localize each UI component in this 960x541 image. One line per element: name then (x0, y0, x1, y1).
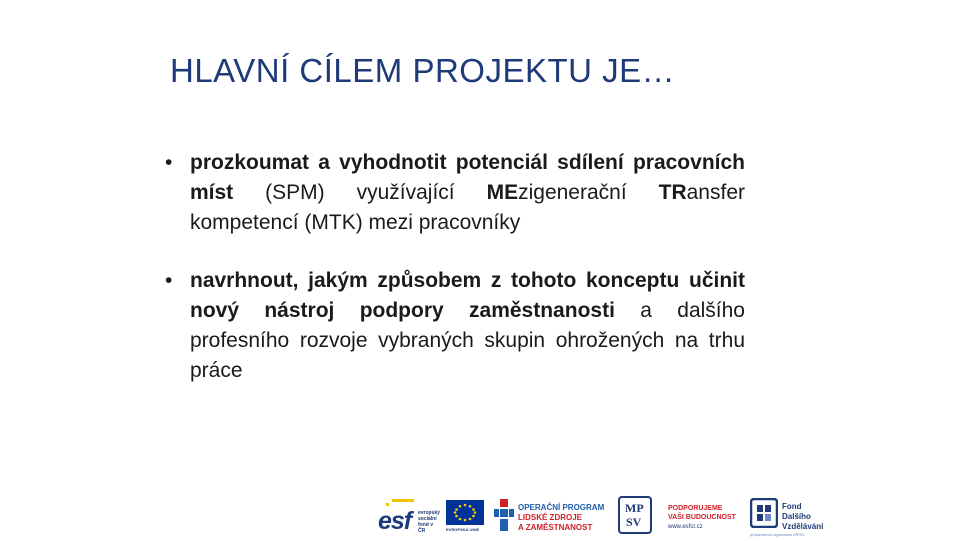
op-line1: OPERAČNÍ PROGRAM (518, 503, 605, 512)
bullet-list (165, 148, 745, 386)
esf-line3: fond v ČR (418, 522, 433, 534)
slide-title: HLAVNÍ CÍLEM PROJEKTU JE… (170, 52, 676, 89)
bullet-1-bold-text: prozkoumat a vyhodnotit potenciál sdílení pracovních míst (190, 151, 745, 204)
slogan-line1: PODPORUJEME (668, 505, 723, 512)
bullet-dot: • (165, 269, 173, 292)
fdv-emblem-icon (750, 498, 778, 528)
mpsv-line1: MP (625, 501, 644, 515)
bullet-item-1 (165, 148, 745, 238)
bullet-dot: • (165, 151, 173, 174)
bullet-1-bold-me: ME (486, 181, 519, 204)
slogan-line3: www.esfcr.cz (668, 524, 703, 530)
op-line3: A ZAMĚSTNANOST (518, 523, 593, 532)
esf-line2: sociální (418, 516, 437, 522)
op-person-icon (494, 499, 516, 533)
esf-line1: evropský (418, 510, 440, 516)
fdv-line3: Vzdělávání (782, 522, 824, 531)
fdv-line1: Fond (782, 502, 802, 511)
mpsv-line2: SV (626, 515, 642, 529)
eu-flag-icon (446, 500, 484, 528)
fdv-tagline: příspěvková organizace MPSV (750, 532, 805, 537)
mpsv-logo (618, 496, 652, 534)
slogan-line2: VAŠI BUDOUCNOST (668, 514, 736, 521)
bullet-1-text-zigeneracni: zigenerační (518, 181, 659, 204)
fdv-logo (750, 496, 840, 540)
bullet-2-bold-text: navrhnout, jakým způsobem z tohoto konceptu učinit nový nástroj podpory zaměstnanosti (190, 269, 745, 322)
fdv-line2: Dalšího (782, 512, 811, 521)
bullet-2-text: a dalšího profesního rozvoje vybraných skupin ohrožených na trhu práce (190, 299, 745, 382)
esf-mark: esf (378, 507, 412, 535)
esf-logo (378, 496, 440, 536)
eu-caption: EVROPSKÁ UNIE (446, 527, 480, 532)
bullet-1-text-ansfer: ansfer kompetencí (MTK) mezi pracovníky (190, 181, 745, 234)
op-lzz-logo (494, 496, 604, 536)
bullet-1-text: (SPM) využívající (233, 181, 487, 204)
slogan-logo (668, 496, 738, 536)
op-line2: LIDSKÉ ZDROJE (518, 513, 583, 522)
bullet-item-2 (165, 266, 745, 386)
eu-logo (446, 496, 484, 536)
bullet-1-bold-tr: TR (658, 181, 687, 204)
